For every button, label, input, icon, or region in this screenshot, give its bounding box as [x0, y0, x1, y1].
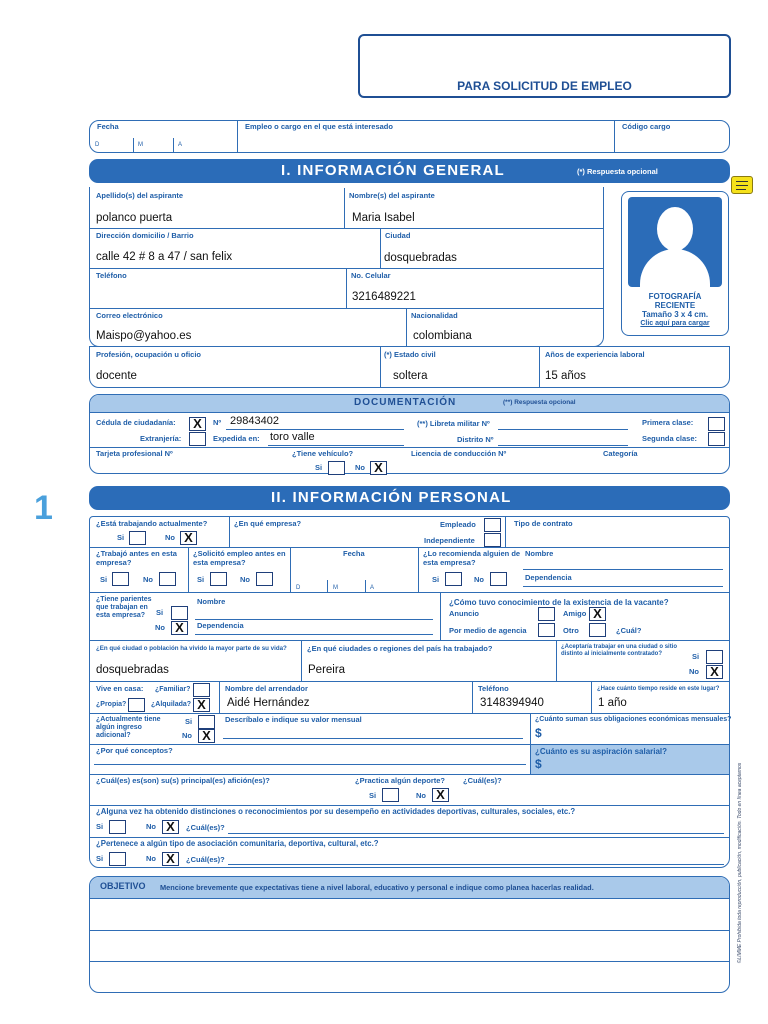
cual-label: ¿Cuál? — [616, 626, 642, 635]
solicito-si-label: Si — [197, 575, 205, 584]
describalo-label: Descríbalo e indique su valor mensual — [225, 715, 362, 724]
divider — [90, 412, 729, 413]
propia-label: ¿Propia? — [96, 701, 127, 708]
experiencia-value[interactable]: 15 años — [545, 370, 586, 382]
extranjeria-checkbox[interactable] — [189, 432, 206, 446]
recomienda-si-checkbox[interactable] — [445, 572, 462, 586]
anuncio-label: Anuncio — [449, 609, 479, 618]
divider — [223, 738, 523, 739]
ciudad-vivido-value[interactable]: dosquebradas — [96, 664, 169, 676]
tiempo-value[interactable]: 1 año — [598, 697, 627, 709]
direccion-label: Dirección domicilio / Barrio — [96, 231, 194, 240]
codigo-label: Código cargo — [622, 122, 671, 131]
solicito-no-checkbox[interactable] — [256, 572, 273, 586]
person-icon — [657, 207, 693, 251]
aceptaria-label: ¿Aceptaría trabajar en una ciudad o sitio distinto al inicialmente contratado? — [561, 644, 678, 657]
primera-checkbox[interactable] — [708, 417, 725, 431]
ciudad-vivido-label: ¿En qué ciudad o población ha vivido la mayor parte de su vida? — [96, 645, 287, 652]
expedida-value[interactable]: toro valle — [270, 431, 315, 443]
recomienda-no-label: No — [474, 575, 484, 584]
divider — [365, 580, 366, 592]
tiempo-label: ¿Hace cuánto tiempo reside en este lugar? — [597, 686, 720, 692]
trabajando-no-checkbox[interactable]: X — [180, 531, 197, 545]
correo-value[interactable]: Maispo@yahoo.es — [96, 330, 192, 342]
fecha-label: Fecha — [97, 122, 119, 131]
asociacion-label: ¿Pertenece a algún tipo de asociación comunitaria, deportiva, cultural, etc.? — [96, 839, 379, 848]
distinciones-no-checkbox[interactable]: X — [162, 820, 179, 834]
trabajo-antes-no-checkbox[interactable] — [159, 572, 176, 586]
alquilada-checkbox[interactable]: X — [193, 698, 210, 712]
objetivo-line-3[interactable] — [90, 962, 729, 992]
photo-box[interactable] — [621, 191, 729, 336]
libreta-label: (**) Libreta militar Nº — [417, 419, 490, 428]
numero-label: Nº — [213, 418, 222, 427]
nacionalidad-value[interactable]: colombiana — [413, 330, 472, 342]
parientes-no-label: No — [155, 623, 165, 632]
anuncio-checkbox[interactable] — [538, 607, 555, 621]
amigo-label: Amigo — [563, 609, 587, 618]
apellido-value[interactable]: polanco puerta — [96, 212, 173, 224]
divider — [237, 121, 238, 152]
vehiculo-no-checkbox[interactable]: X — [370, 461, 387, 475]
segunda-checkbox[interactable] — [708, 432, 725, 446]
documentacion-title: DOCUMENTACIÓN — [354, 397, 457, 408]
vehiculo-si-label: Si — [315, 463, 323, 472]
fecha-a: A — [178, 142, 183, 148]
empleado-checkbox[interactable] — [484, 518, 501, 532]
distinciones-no-label: No — [146, 822, 156, 831]
otro-checkbox[interactable] — [589, 623, 606, 637]
distinciones-si-label: Si — [96, 822, 104, 831]
correo-label: Correo electrónico — [96, 311, 163, 320]
fecha-d: D — [95, 142, 100, 148]
divider — [346, 268, 347, 308]
trabajo-antes-no-label: No — [143, 575, 153, 584]
segunda-label: Segunda clase: — [642, 434, 698, 443]
nombre-value[interactable]: Maria Isabel — [352, 212, 415, 224]
divider — [229, 517, 230, 547]
cedula-label: Cédula de ciudadanía: — [96, 418, 176, 427]
familiar-checkbox[interactable] — [193, 683, 210, 697]
divider — [498, 429, 628, 430]
solicito-label: ¿Solicitó empleo antes en esta empresa? — [193, 549, 286, 567]
trabajo-antes-si-label: Si — [100, 575, 108, 584]
parientes-label: ¿Tiene parientes que trabajan en esta empresa? — [96, 596, 152, 620]
obligaciones-dollar: $ — [535, 726, 542, 740]
vive-label: Vive en casa: — [96, 684, 144, 693]
divider — [614, 121, 615, 152]
divider — [90, 837, 729, 838]
divider — [90, 308, 603, 309]
divider — [94, 764, 526, 765]
photo-upload-link[interactable]: Clic aquí para cargar — [640, 320, 710, 327]
empresa-label: ¿En qué empresa? — [234, 519, 302, 528]
recomienda-label: ¿Lo recomienda alguien de esta empresa? — [423, 549, 521, 567]
divider — [90, 805, 729, 806]
distinciones-cuales-label: ¿Cuál(es)? — [186, 823, 225, 832]
solicito-si-checkbox[interactable] — [210, 572, 227, 586]
asociacion-no-label: No — [146, 854, 156, 863]
asociacion-si-label: Si — [96, 854, 104, 863]
conocimiento-label: ¿Cómo tuvo conocimiento de la existencia de la vacante? — [449, 598, 669, 607]
celular-label: No. Celular — [351, 271, 391, 280]
propia-checkbox[interactable] — [128, 698, 145, 712]
aspiracion-dollar[interactable]: $ — [535, 757, 542, 771]
parientes-si-label: Si — [156, 608, 164, 617]
aceptaria-no-checkbox[interactable]: X — [706, 665, 723, 679]
aceptaria-no-label: No — [689, 667, 699, 676]
divider — [380, 346, 381, 387]
contrato-label: Tipo de contrato — [514, 519, 573, 528]
recomienda-no-checkbox[interactable] — [490, 572, 507, 586]
categoria-label: Categoría — [603, 449, 638, 458]
ciudades-trabajado-label: ¿En qué ciudades o regiones del país ha trabajado? — [307, 644, 493, 653]
numero-value[interactable]: 29843402 — [230, 415, 279, 427]
telefono2-value[interactable]: 3148394940 — [480, 697, 544, 709]
divider — [418, 548, 419, 592]
familiar-label: ¿Familiar? — [155, 686, 191, 693]
tarjeta-label: Tarjeta profesional Nº — [96, 449, 173, 458]
independiente-checkbox[interactable] — [484, 533, 501, 547]
ingreso-si-checkbox[interactable] — [198, 715, 215, 729]
ciudades-trabajado-value[interactable]: Pereira — [308, 664, 346, 676]
licencia-label: Licencia de conducción Nº — [411, 449, 507, 458]
fecha-m: M — [138, 142, 143, 148]
deporte-label: ¿Practica algún deporte? — [355, 776, 446, 785]
photo-silhouette — [628, 197, 722, 287]
recomienda-si-label: Si — [432, 575, 440, 584]
aceptaria-si-checkbox[interactable] — [706, 650, 723, 664]
agencia-label: Por medio de agencia — [449, 626, 527, 635]
expedida-label: Expedida en: — [213, 434, 260, 443]
telefono2-label: Teléfono — [478, 684, 509, 693]
form-title: PARA SOLICITUD DE EMPLEO — [457, 79, 632, 93]
divider — [505, 517, 506, 547]
aficion-label: ¿Cuál(es) es(son) su(s) principal(es) afición(es)? — [96, 776, 270, 785]
experiencia-label: Años de experiencia laboral — [545, 350, 645, 359]
distinciones-si-checkbox[interactable] — [109, 820, 126, 834]
asociacion-cuales-label: ¿Cuál(es)? — [186, 855, 225, 864]
divider — [188, 548, 189, 592]
objetivo-line-2[interactable] — [90, 931, 729, 961]
divider — [530, 745, 531, 774]
aspiracion-label: ¿Cuánto es su aspiración salarial? — [535, 747, 668, 756]
trabajo-antes-label: ¿Trabajó antes en esta empresa? — [96, 549, 177, 567]
estado-label: (*) Estado civil — [384, 350, 436, 359]
divider — [90, 713, 729, 714]
ciudad-value[interactable]: dosquebradas — [384, 252, 457, 264]
divider — [228, 864, 724, 865]
nacionalidad-label: Nacionalidad — [411, 311, 458, 320]
ingreso-no-label: No — [182, 731, 192, 740]
divider — [498, 445, 628, 446]
parientes-dependencia-label: Dependencia — [197, 621, 244, 630]
divider — [344, 188, 345, 228]
divider — [90, 640, 729, 641]
estado-value[interactable]: soltera — [393, 370, 428, 382]
empleo-label: Empleo o cargo en el que está interesado — [245, 122, 393, 131]
divider — [556, 641, 557, 681]
deporte-cuales-label: ¿Cuál(es)? — [463, 776, 502, 785]
telefono-label: Teléfono — [96, 271, 127, 280]
divider — [327, 580, 328, 592]
section1-title: I. INFORMACIÓN GENERAL — [281, 162, 505, 179]
documentacion-note: (**) Respuesta opcional — [503, 399, 576, 406]
divider — [539, 346, 540, 387]
divider — [472, 682, 473, 713]
ingreso-no-checkbox[interactable]: X — [198, 729, 215, 743]
primera-label: Primera clase: — [642, 418, 694, 427]
divider — [268, 445, 404, 446]
apellido-label: Apellido(s) del aspirante — [96, 191, 184, 200]
section2-title: II. INFORMACIÓN PERSONAL — [271, 489, 512, 506]
divider — [90, 547, 729, 548]
conceptos-label: ¿Por qué conceptos? — [96, 746, 173, 755]
trabajando-si-checkbox[interactable] — [129, 531, 146, 545]
alquilada-label: ¿Alquilada? — [151, 701, 192, 708]
asociacion-no-checkbox[interactable]: X — [162, 852, 179, 866]
divider — [133, 138, 134, 152]
distinciones-label: ¿Alguna vez ha obtenido distinciones o reconocimientos por su desempeño en actividades deportivas, culturales, sociales, etc.? — [96, 807, 576, 816]
arrendador-label: Nombre del arrendador — [225, 684, 308, 693]
fecha2-label: Fecha — [343, 549, 365, 558]
divider — [90, 681, 729, 682]
aceptaria-si-label: Si — [692, 652, 700, 661]
vehiculo-no-label: No — [355, 463, 365, 472]
ingreso-label: ¿Actualmente tiene algún ingreso adicional? — [96, 716, 161, 740]
divider — [530, 714, 531, 744]
divider — [226, 429, 404, 430]
photo-line1: FOTOGRAFÍA — [648, 292, 702, 301]
cedula-checkbox[interactable]: X — [189, 417, 206, 431]
photo-line2: RECIENTE — [654, 301, 696, 310]
general-info-box — [89, 187, 604, 347]
copyright-side-note: ©LIMME Prohibida toda reproducción, publicación, modificación. Todo en línea aceptamos — [737, 762, 743, 964]
divider — [523, 586, 723, 587]
agencia-checkbox[interactable] — [538, 623, 555, 637]
fecha2-m: M — [333, 585, 338, 591]
divider — [219, 682, 220, 713]
profesion-label: Profesión, ocupación u oficio — [96, 350, 202, 359]
deporte-no-checkbox[interactable]: X — [432, 788, 449, 802]
divider — [523, 569, 723, 570]
solicito-no-label: No — [240, 575, 250, 584]
divider — [90, 592, 729, 593]
divider — [440, 593, 441, 640]
photo-line3: Tamaño 3 x 4 cm. — [641, 310, 709, 319]
fecha2-a: A — [370, 585, 375, 591]
arrendador-value[interactable]: Aidé Hernández — [227, 697, 310, 709]
page-side-number: 1 — [34, 489, 53, 527]
divider — [591, 682, 592, 713]
extranjeria-label: Extranjería: — [140, 434, 182, 443]
trabajando-label: ¿Está trabajando actualmente? — [96, 519, 208, 528]
section1-header — [89, 159, 730, 183]
deporte-si-checkbox[interactable] — [382, 788, 399, 802]
distrito-label: Distrito Nº — [457, 435, 494, 444]
trabajo-antes-si-checkbox[interactable] — [112, 572, 129, 586]
trabajando-si-label: Si — [117, 533, 125, 542]
objetivo-line-1[interactable] — [90, 899, 729, 930]
empleado-label: Empleado — [440, 520, 476, 529]
recomienda-dependencia-label: Dependencia — [525, 573, 572, 582]
objetivo-title: OBJETIVO — [100, 881, 146, 891]
divider — [406, 308, 407, 346]
ciudad-label: Ciudad — [385, 231, 411, 240]
amigo-checkbox[interactable]: X — [589, 607, 606, 621]
deporte-no-label: No — [416, 791, 426, 800]
recomienda-nombre-label: Nombre — [525, 549, 554, 558]
divider — [90, 774, 729, 775]
parientes-si-checkbox[interactable] — [171, 606, 188, 620]
deporte-si-label: Si — [369, 791, 377, 800]
profesion-value[interactable]: docente — [96, 370, 137, 382]
section2-header — [89, 486, 730, 510]
ingreso-si-label: Si — [185, 717, 193, 726]
direccion-value[interactable]: calle 42 # 8 a 47 / san felix — [96, 251, 233, 263]
divider — [380, 228, 381, 268]
parientes-no-checkbox[interactable]: X — [171, 621, 188, 635]
section1-note: (*) Respuesta opcional — [577, 167, 658, 176]
parientes-nombre-label: Nombre — [197, 597, 226, 606]
asociacion-si-checkbox[interactable] — [109, 852, 126, 866]
divider — [195, 634, 433, 635]
nombre-label: Nombre(s) del aspirante — [349, 191, 435, 200]
vehiculo-label: ¿Tiene vehículo? — [292, 449, 354, 458]
divider — [195, 619, 433, 620]
divider — [90, 447, 729, 448]
vehiculo-si-checkbox[interactable] — [328, 461, 345, 475]
otro-label: Otro — [563, 626, 579, 635]
obligaciones-label: ¿Cuánto suman sus obligaciones económicas mensuales? — [535, 716, 732, 723]
celular-value[interactable]: 3216489221 — [352, 291, 416, 303]
divider — [173, 138, 174, 152]
divider — [228, 833, 724, 834]
fecha2-d: D — [296, 585, 301, 591]
comment-note-icon[interactable] — [731, 176, 753, 194]
independiente-label: Independiente — [424, 536, 475, 545]
divider — [290, 548, 291, 592]
trabajando-no-label: No — [165, 533, 175, 542]
divider — [90, 228, 603, 229]
objetivo-text: Mencione brevemente que expectativas tiene a nivel laboral, educativo y personal e indique como planea hacerlas realidad. — [160, 883, 594, 892]
divider — [301, 641, 302, 681]
